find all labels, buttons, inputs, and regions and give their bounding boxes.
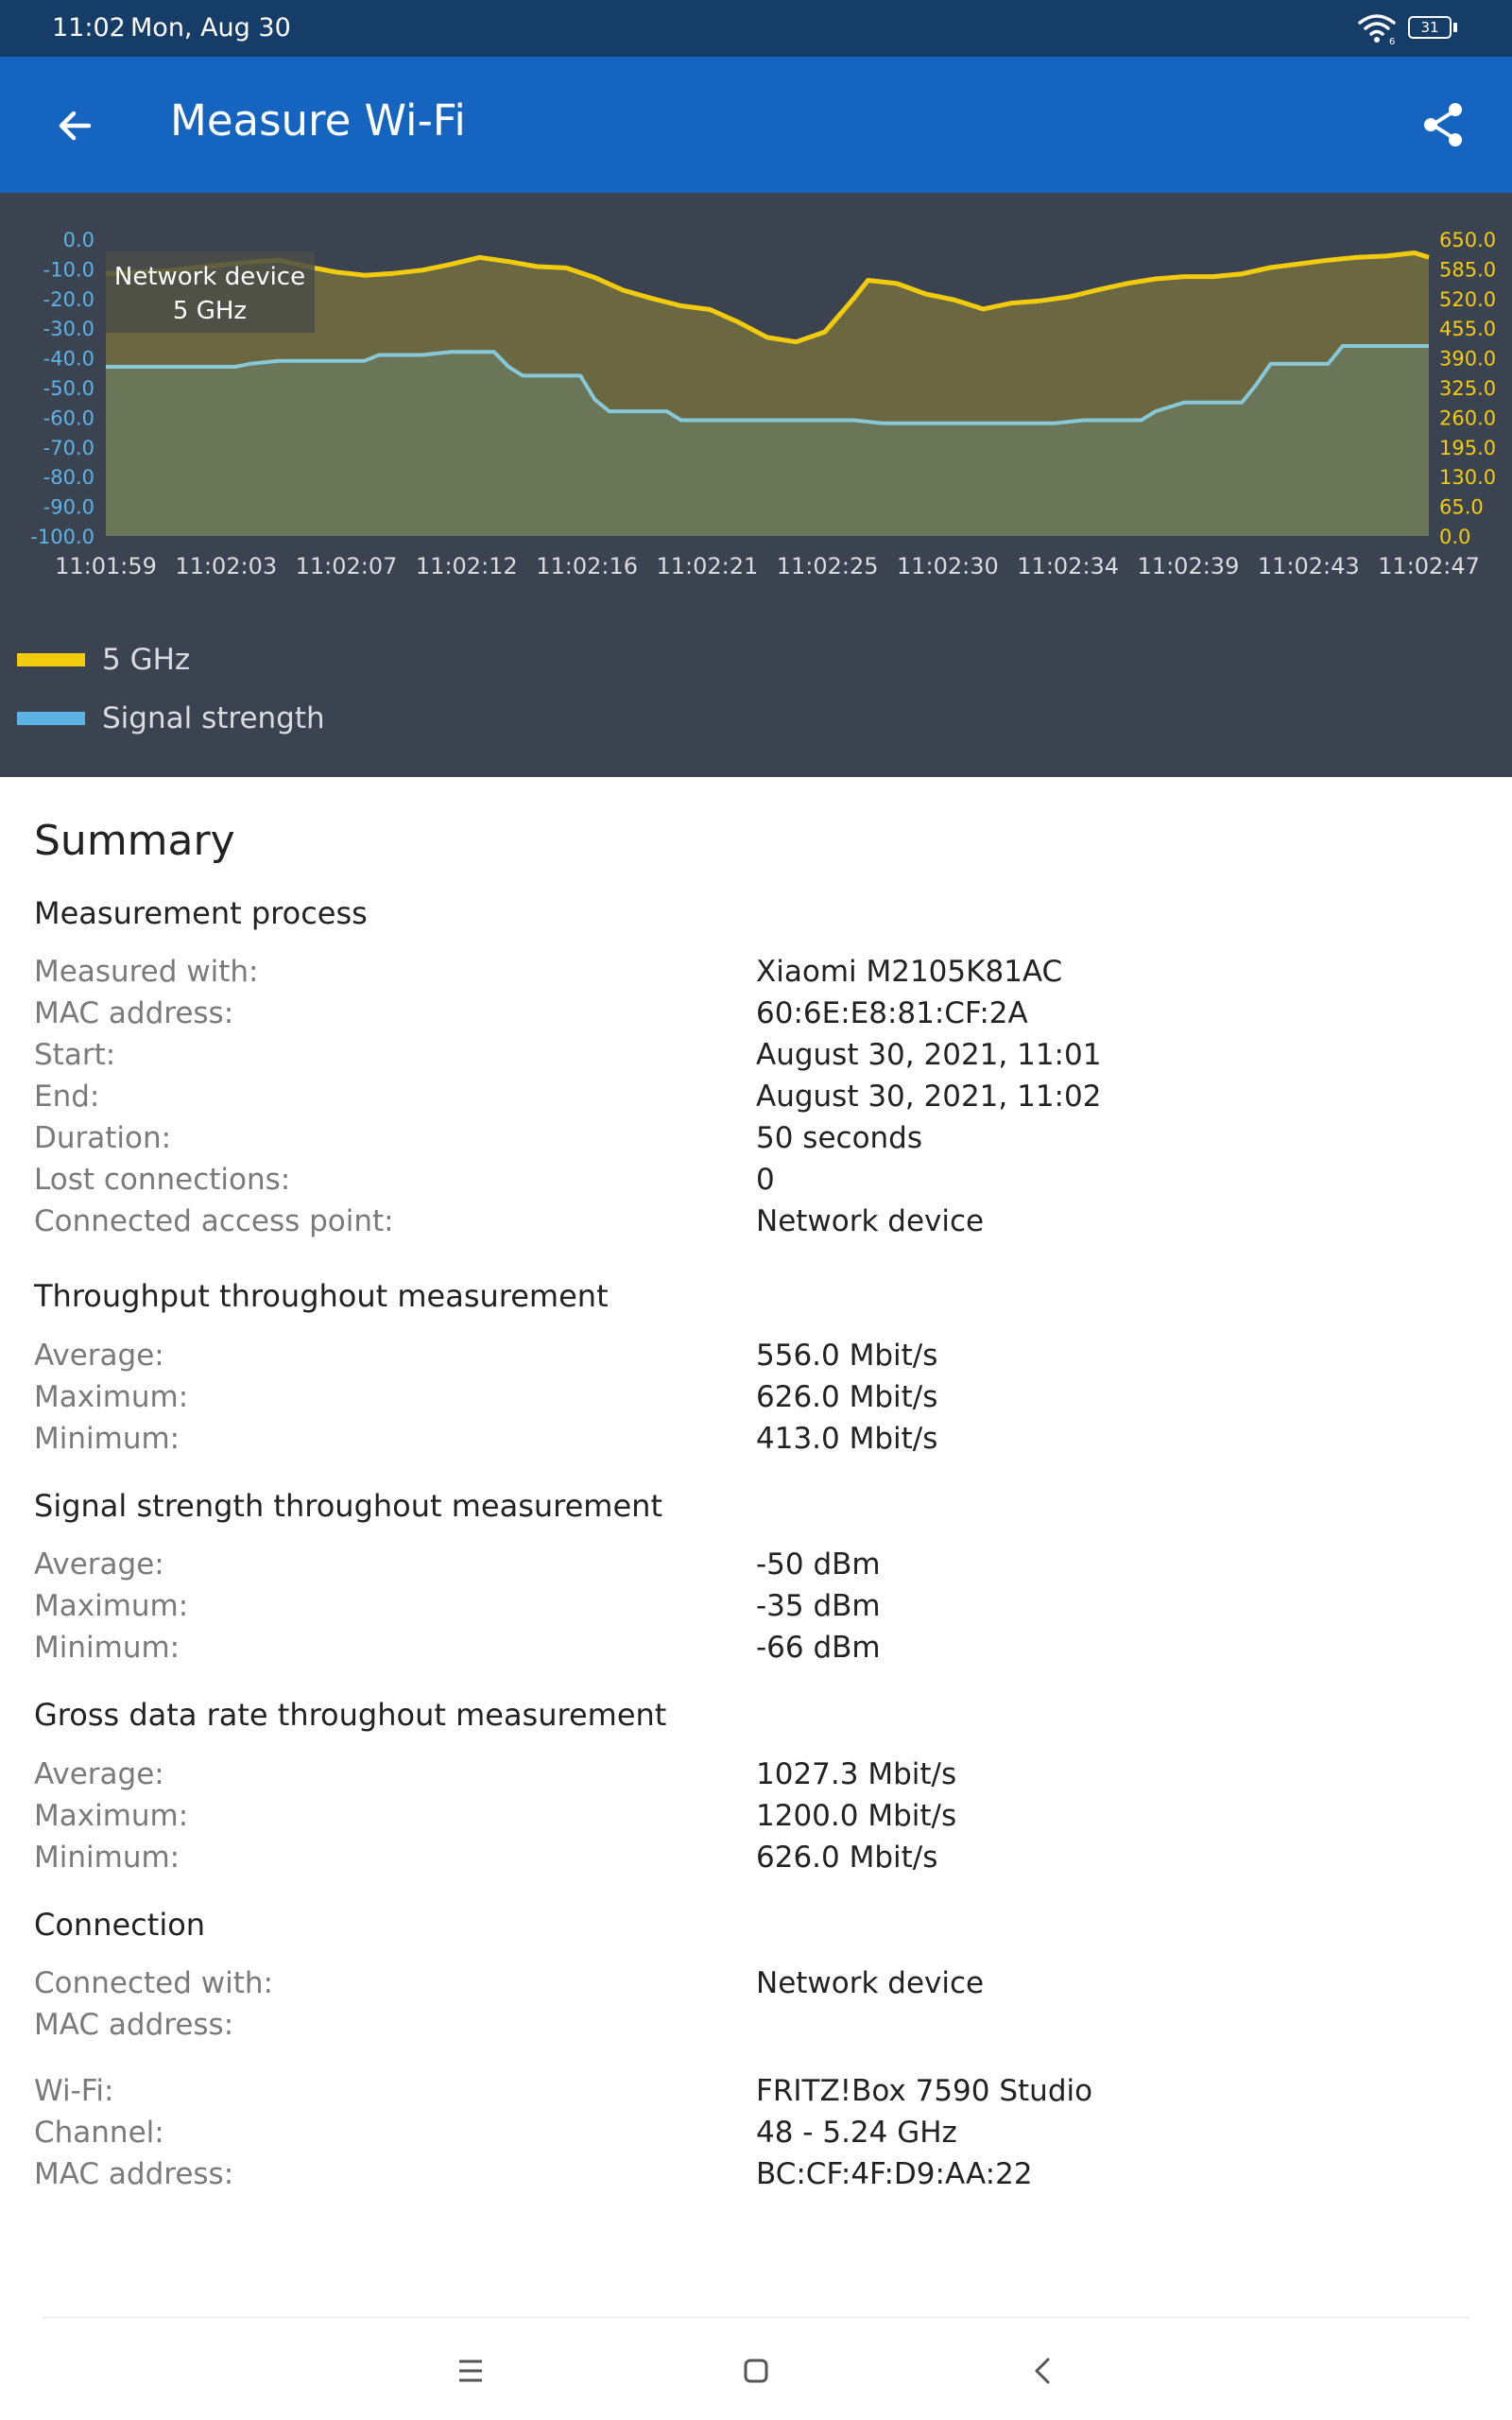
- tooltip-line2: 5 GHz: [172, 297, 248, 325]
- system-nav-bar: [0, 2316, 1512, 2420]
- battery-tip: [1453, 23, 1457, 32]
- row-value: August 30, 2021, 11:01: [756, 1038, 1102, 1072]
- right-axis-tick: 650.0: [1439, 229, 1497, 251]
- share-icon[interactable]: [1418, 98, 1470, 151]
- row-label: Average:: [34, 1757, 164, 1791]
- status-bar: [0, 0, 1512, 57]
- row-value: Network device: [756, 1966, 985, 2000]
- right-axis-tick: 195.0: [1439, 436, 1497, 459]
- row-value: 1027.3 Mbit/s: [756, 1757, 957, 1791]
- row-label: Average:: [34, 1339, 164, 1373]
- section-title-measurement: Measurement process: [34, 895, 368, 931]
- left-axis-tick: -100.0: [30, 526, 94, 548]
- row-label: Measured with:: [34, 955, 259, 989]
- legend-label-5ghz: 5 GHz: [102, 643, 191, 677]
- left-axis-tick: -60.0: [43, 406, 94, 430]
- left-axis-tick: -10.0: [43, 258, 94, 282]
- x-axis-tick: 11:02:16: [536, 553, 638, 579]
- row-label: Connected access point:: [34, 1204, 394, 1238]
- row-label: Average:: [34, 1547, 164, 1582]
- left-axis-tick: -20.0: [43, 287, 94, 311]
- left-axis-tick: -80.0: [43, 466, 94, 490]
- summary-title: Summary: [34, 817, 235, 865]
- row-label: Maximum:: [34, 1799, 189, 1833]
- right-axis-tick: 65.0: [1439, 495, 1484, 519]
- left-axis-tick: 0.0: [62, 229, 94, 251]
- row-label: Duration:: [34, 1121, 172, 1155]
- row-value: Xiaomi M2105K81AC: [756, 955, 1063, 989]
- section-title-signal: Signal strength throughout measurement: [34, 1488, 662, 1524]
- svg-text:6: 6: [1389, 37, 1396, 45]
- left-axis-tick: -30.0: [43, 318, 94, 341]
- row-label: Maximum:: [34, 1589, 189, 1623]
- right-axis-tick: 130.0: [1439, 466, 1497, 490]
- status-date: Mon, Aug 30: [130, 13, 291, 43]
- right-axis-tick: 390.0: [1439, 347, 1497, 371]
- row-value: BC:CF:4F:D9:AA:22: [756, 2157, 1033, 2191]
- x-axis-tick: 11:02:07: [295, 553, 398, 579]
- battery-icon: [1408, 16, 1452, 39]
- left-axis-tick: -50.0: [43, 377, 94, 400]
- x-axis-tick: 11:02:03: [175, 553, 278, 579]
- section-title-throughput: Throughput throughout measurement: [34, 1278, 609, 1314]
- x-axis-tick: 11:02:12: [415, 553, 518, 579]
- row-label: Connected with:: [34, 1966, 273, 2000]
- chart-tooltip: [106, 251, 315, 333]
- left-axis-tick: -90.0: [43, 495, 94, 519]
- section-title-gross-rate: Gross data rate throughout measurement: [34, 1697, 667, 1733]
- legend-item-5ghz[interactable]: [0, 641, 378, 679]
- tooltip-line1: Network device: [113, 263, 306, 291]
- row-value: 48 - 5.24 GHz: [756, 2116, 957, 2150]
- row-label: Minimum:: [34, 1841, 180, 1875]
- x-axis-tick: 11:01:59: [55, 553, 157, 579]
- row-label: MAC address:: [34, 2157, 234, 2191]
- row-value: 60:6E:E8:81:CF:2A: [756, 996, 1028, 1030]
- right-axis-tick: 520.0: [1439, 287, 1497, 311]
- back-icon[interactable]: [1021, 2348, 1066, 2394]
- row-value: 556.0 Mbit/s: [756, 1339, 938, 1373]
- right-axis-tick: 325.0: [1439, 377, 1497, 400]
- row-value: 626.0 Mbit/s: [756, 1841, 938, 1875]
- x-axis-tick: 11:02:30: [897, 553, 999, 579]
- status-time: 11:02: [52, 13, 126, 43]
- row-value: 413.0 Mbit/s: [756, 1422, 938, 1456]
- row-label: MAC address:: [34, 2008, 234, 2042]
- back-arrow-icon[interactable]: [49, 99, 102, 152]
- right-axis-tick: 455.0: [1439, 318, 1497, 341]
- menu-icon[interactable]: [448, 2348, 493, 2394]
- row-label: Maximum:: [34, 1380, 189, 1414]
- left-axis-tick: -70.0: [43, 436, 94, 459]
- wifi-icon: [1357, 11, 1397, 45]
- app-bar: [0, 57, 1512, 193]
- nav-divider: [43, 2317, 1469, 2318]
- row-label: End:: [34, 1080, 100, 1114]
- row-value: -50 dBm: [756, 1547, 881, 1582]
- x-axis-tick: 11:02:47: [1378, 553, 1480, 579]
- right-axis-tick: 0.0: [1439, 526, 1471, 548]
- legend-swatch-signal: [17, 712, 85, 725]
- right-axis-tick: 260.0: [1439, 406, 1497, 430]
- row-value: -35 dBm: [756, 1589, 881, 1623]
- legend-swatch-5ghz: [17, 653, 85, 666]
- row-label: Minimum:: [34, 1422, 180, 1456]
- row-value: 1200.0 Mbit/s: [756, 1799, 957, 1833]
- battery-level: 31: [1420, 19, 1439, 36]
- row-label: Lost connections:: [34, 1163, 291, 1197]
- legend-item-signal[interactable]: [0, 700, 378, 737]
- row-value: -66 dBm: [756, 1631, 881, 1665]
- x-axis-tick: 11:02:25: [776, 553, 879, 579]
- x-axis-tick: 11:02:43: [1257, 553, 1360, 579]
- section-title-connection: Connection: [34, 1907, 206, 1943]
- home-icon[interactable]: [733, 2348, 779, 2394]
- row-value: 50 seconds: [756, 1121, 923, 1155]
- row-value: Network device: [756, 1204, 985, 1238]
- legend-label-signal: Signal strength: [102, 701, 325, 735]
- right-axis-tick: 585.0: [1439, 258, 1497, 282]
- row-label: Minimum:: [34, 1631, 180, 1665]
- page-title: Measure Wi-Fi: [170, 95, 466, 146]
- row-label: Wi-Fi:: [34, 2074, 114, 2108]
- row-label: Channel:: [34, 2116, 164, 2150]
- row-value: FRITZ!Box 7590 Studio: [756, 2074, 1093, 2108]
- row-label: Start:: [34, 1038, 116, 1072]
- row-value: 626.0 Mbit/s: [756, 1380, 938, 1414]
- row-label: MAC address:: [34, 996, 234, 1030]
- x-axis-tick: 11:02:39: [1137, 553, 1240, 579]
- row-value: 0: [756, 1163, 775, 1197]
- row-value: August 30, 2021, 11:02: [756, 1080, 1102, 1114]
- left-axis-tick: -40.0: [43, 347, 94, 371]
- chart-panel: [0, 193, 1512, 777]
- x-axis-tick: 11:02:21: [656, 553, 759, 579]
- wifi-chart[interactable]: [0, 193, 1512, 777]
- x-axis-tick: 11:02:34: [1017, 553, 1120, 579]
